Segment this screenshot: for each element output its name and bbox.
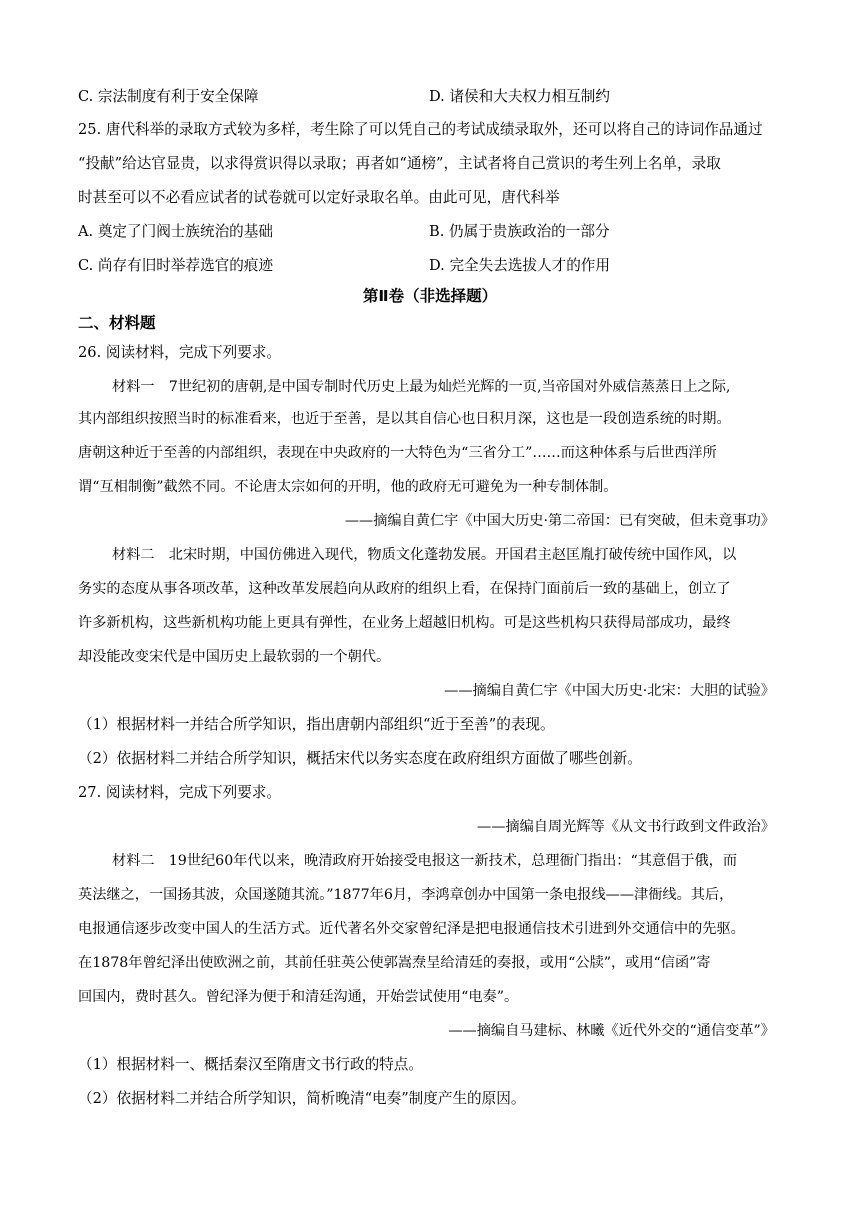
q24-option-c: C. 宗法制度有利于安全保障 xyxy=(78,88,259,105)
q26-material1-line-1: 材料一 7世纪初的唐朝,是中国专制时代历史上最为灿烂光辉的一页,当帝国对外威信蒸蒸日上之际, xyxy=(112,379,731,395)
q25-option-d: D. 完全失去选拔人才的作用 xyxy=(429,257,610,274)
q26-material2-line-2: 务实的态度从事各项改革，这种改革发展趋向从政府的组织上看，在保持门面前后一致的基础上，创立了 xyxy=(78,581,731,597)
q27-material2-line-1: 材料二 19世纪60年代以来，晚清政府开始接受电报这一新技术，总理衙门指出：“其意倡于俄，而 xyxy=(112,853,738,869)
q27-task-2: （2）依据材料二并结合所学知识，简析晚清“电奏”制度产生的原因。 xyxy=(78,1090,526,1107)
q26-material2-line-1: 材料二 北宋时期，中国仿佛进入现代，物质文化蓬勃发展。开国君主赵匡胤打破传统中国作风，以 xyxy=(112,547,737,563)
q26-material1-line-2: 其内部组织按照当时的标准看来，也近于至善，是以其自信心也日积月深，这也是一段创造系统的时期。 xyxy=(78,411,731,427)
section-heading: 二、材料题 xyxy=(78,314,156,332)
part2-title: 第Ⅱ卷（非选择题） xyxy=(362,287,498,305)
q26-task-1: （1）根据材料一并结合所学知识，指出唐朝内部组织“近于至善”的表现。 xyxy=(78,716,555,733)
q27-task-1: （1）根据材料一、概括秦汉至隋唐文书行政的特点。 xyxy=(78,1056,423,1073)
q26-stem: 26. 阅读材料，完成下列要求。 xyxy=(78,344,281,361)
q27-material2-line-2: 英法继之，一国扬其波，众国遂随其流。”1877年6月，李鸿章创办中国第一条电报线——津衙线。其后， xyxy=(78,887,734,903)
q25-stem-line-3: 时甚至可以不必看应试者的试卷就可以定好录取名单。由此可见，唐代科举 xyxy=(78,189,560,206)
q27-material2-line-3: 电报通信逐步改变中国人的生活方式。近代著名外交家曾纪泽是把电报通信技术引进到外交通信中的先驱。 xyxy=(78,921,745,937)
q27-source-2: ——摘编自马建标、林曦《近代外交的“通信变革”》 xyxy=(448,1023,775,1039)
q24-option-d: D. 诸侯和大夫权力相互制约 xyxy=(429,88,610,105)
q27-material2-line-5: 回国内，费时甚久。曾纪泽为便于和清廷沟通，开始尝试使用“电奏”。 xyxy=(78,989,519,1005)
q26-material2-line-3: 许多新机构，这些新机构功能上更具有弹性，在业务上超越旧机构。可是这些机构只获得局部成功，最终 xyxy=(78,615,731,631)
q25-option-b: B. 仍属于贵族政治的一部分 xyxy=(429,223,610,240)
q27-source-1: ——摘编自周光辉等《从文书行政到文件政治》 xyxy=(477,819,775,835)
q25-stem-line-1: 25. 唐代科举的录取方式较为多样，考生除了可以凭自己的考试成绩录取外，还可以将自己的诗词作品通过 xyxy=(78,121,763,138)
q26-material2-line-4: 却没能改变宋代是中国历史上最软弱的一个朝代。 xyxy=(78,649,391,665)
q26-source-1: ——摘编自黄仁宇《中国大历史·第二帝国：已有突破，但未竟事功》 xyxy=(344,513,775,529)
q27-stem: 27. 阅读材料，完成下列要求。 xyxy=(78,784,281,801)
q26-material1-line-3: 唐朝这种近于至善的内部组织，表现在中央政府的一大特色为“三省分工”……而这种体系与后世西洋所 xyxy=(78,445,717,461)
q27-material2-line-4: 在1878年曾纪泽出使欧洲之前，其前任驻英公使郭嵩焘呈给清廷的奏报，或用“公牍”，或用“信函”寄 xyxy=(78,955,711,971)
q25-option-c: C. 尚存有旧时举荐选官的痕迹 xyxy=(78,257,274,274)
q26-material1-line-4: 谓“互相制衡”截然不同。不论唐太宗如何的开明，他的政府无可避免为一种专制体制。 xyxy=(78,479,618,495)
q26-source-2: ——摘编自黄仁宇《中国大历史·北宋：大胆的试验》 xyxy=(444,683,775,699)
q25-stem-line-2: “投献”给达官显贵，以求得赏识得以录取；再者如“通榜”，主试者将自己赏识的考生列上名单，录取 xyxy=(78,155,721,172)
q25-option-a: A. 奠定了门阀士族统治的基础 xyxy=(78,223,273,240)
q26-task-2: （2）依据材料二并结合所学知识，概括宋代以务实态度在政府组织方面做了哪些创新。 xyxy=(78,750,642,767)
